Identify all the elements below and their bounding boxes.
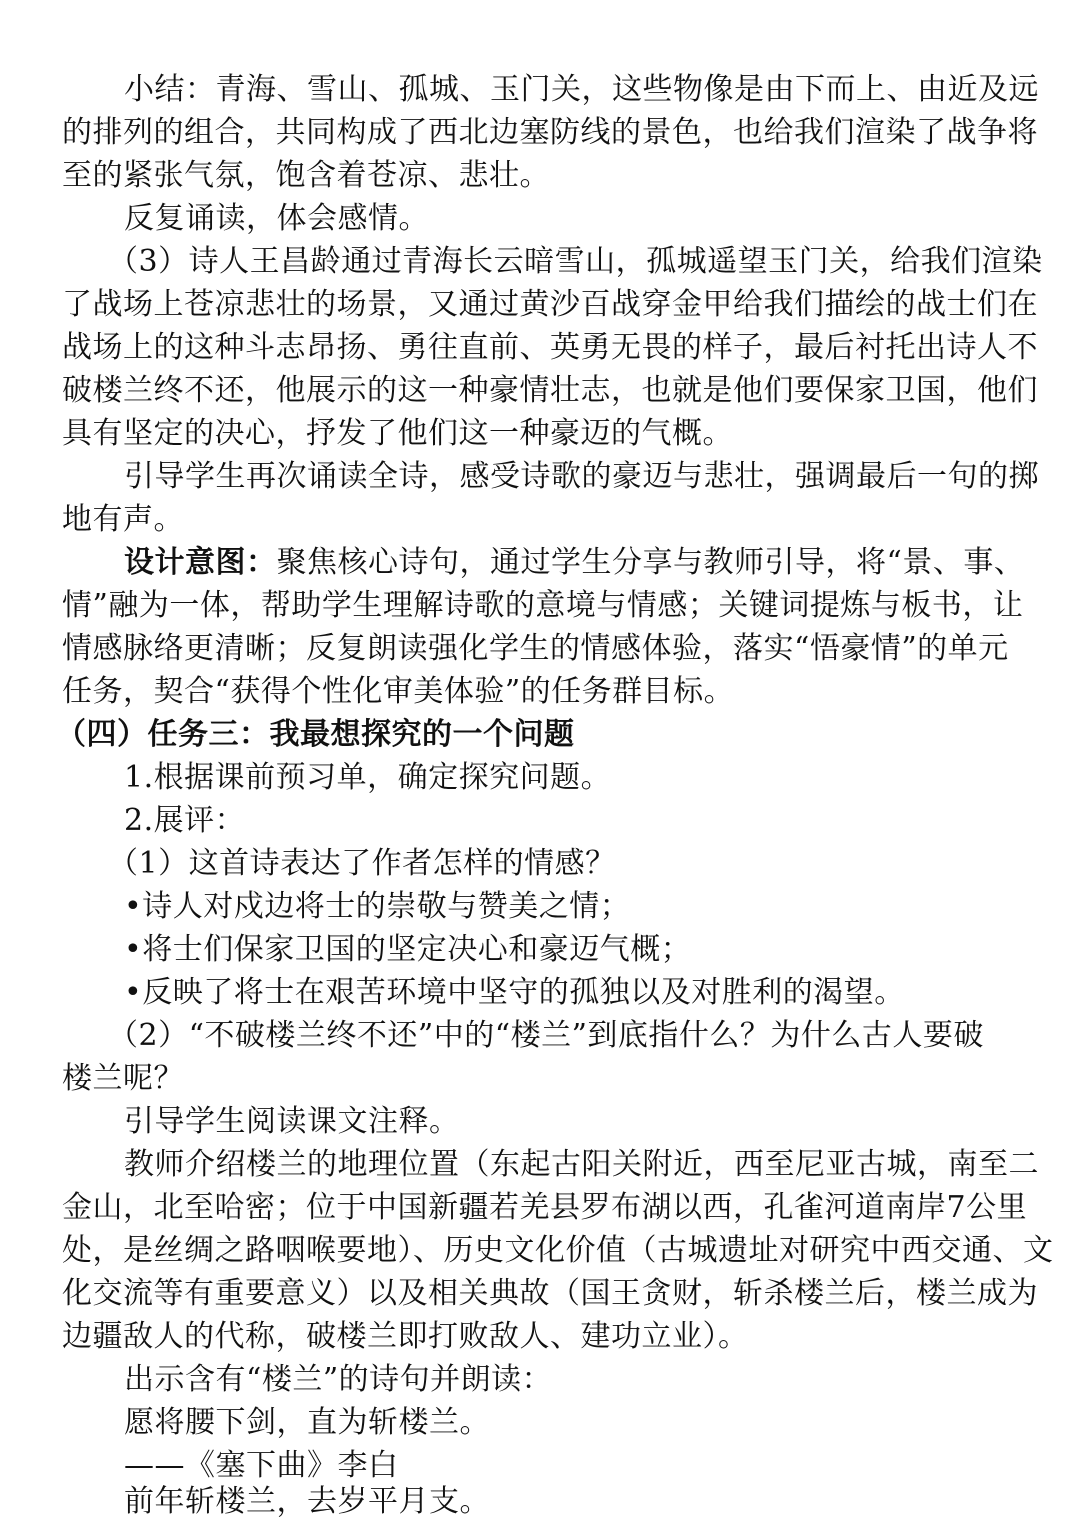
teacher-intro-line-3: 处，是丝绸之路咽喉要地）、历史文化价值（古城遗址对研究中西交通、文 [62, 1233, 1054, 1268]
guide-notes: 引导学生阅读课文注释。 [124, 1104, 460, 1139]
question-1: （1）这首诗表达了作者怎样的情感？ [108, 846, 616, 881]
design-intent-line-3: 情感脉络更清晰；反复朗读强化学生的情感体验，落实“悟豪情”的单元 [62, 631, 1009, 666]
poem-2-verse: 前年斩楼兰，去岁平月支。 [124, 1484, 490, 1519]
guide-reread-line-1: 引导学生再次诵读全诗，感受诗歌的豪迈与悲壮，强调最后一句的掷 [124, 459, 1039, 494]
answer-item-2: •将士们保家卫国的坚定决心和豪迈气概； [124, 932, 692, 967]
poem-1-source: ——《塞下曲》李白 [124, 1448, 399, 1483]
show-poems-instruction: 出示含有“楼兰”的诗句并朗读： [124, 1362, 553, 1397]
point-3-line-5: 具有坚定的决心，抒发了他们这一种豪迈的气概。 [62, 416, 733, 451]
answer-item-3: •反映了将士在艰苦环境中坚守的孤独以及对胜利的渴望。 [124, 975, 905, 1010]
point-3-line-1: （3）诗人王昌龄通过青海长云暗雪山，孤城遥望玉门关，给我们渲染 [108, 244, 1043, 279]
teacher-intro-line-4: 化交流等有重要意义）以及相关典故（国王贪财，斩杀楼兰后，楼兰成为 [62, 1276, 1038, 1311]
teacher-intro-line-2: 金山，北至哈密；位于中国新疆若羌县罗布湖以西，孔雀河道南岸7公里 [62, 1190, 1028, 1225]
section-4-heading: （四）任务三：我最想探究的一个问题 [56, 717, 575, 752]
point-3-line-4: 破楼兰终不还，他展示的这一种豪情壮志，也就是他们要保家卫国，他们 [62, 373, 1038, 408]
point-3-line-2: 了战场上苍凉悲壮的场景，又通过黄沙百战穿金甲给我们描绘的战士们在 [62, 287, 1038, 322]
summary-line-3: 至的紧张气氛，饱含着苍凉、悲壮。 [62, 158, 550, 193]
summary-line-1 [124, 70, 1039, 110]
poem-1-verse: 愿将腰下剑，直为斩楼兰。 [124, 1405, 490, 1440]
design-intent-line-2: 情”融为一体，帮助学生理解诗歌的意境与情感；关键词提炼与板书，让 [62, 588, 1024, 623]
answer-item-1: •诗人对戍边将士的崇敬与赞美之情； [124, 889, 631, 924]
design-intent-line-4: 任务，契合“获得个性化审美体验”的任务群目标。 [62, 674, 735, 709]
step-2: 2.展评： [124, 803, 246, 838]
teacher-intro-line-5: 边疆敌人的代称，破楼兰即打败敌人、建功立业）。 [62, 1319, 749, 1354]
teacher-intro-line-1: 教师介绍楼兰的地理位置（东起古阳关附近，西至尼亚古城，南至二 [124, 1147, 1039, 1182]
summary-text: 青海、雪山、孤城、玉门关，这些物像是由下而上、由近及远 [215, 72, 1039, 107]
summary-line-2: 的排列的组合，共同构成了西北边塞防线的景色，也给我们渲染了战争将 [62, 115, 1038, 150]
point-3-line-3: 战场上的这种斗志昂扬、勇往直前、英勇无畏的样子，最后衬托出诗人不 [62, 330, 1038, 365]
summary-label: 小结： [124, 72, 216, 107]
question-2-line-1: （2）“不破楼兰终不还”中的“楼兰”到底指什么？为什么古人要破 [108, 1018, 984, 1053]
design-intent-label: 设计意图： [124, 545, 277, 580]
design-intent-line-1 [124, 543, 1024, 583]
reread-instruction: 反复诵读，体会感情。 [124, 201, 429, 236]
step-1: 1.根据课前预习单，确定探究问题。 [124, 760, 612, 795]
guide-reread-line-2: 地有声。 [62, 502, 184, 537]
question-2-line-2: 楼兰呢？ [62, 1061, 184, 1096]
design-intent-text: 聚焦核心诗句，通过学生分享与教师引导，将“景、事、 [276, 545, 1025, 580]
